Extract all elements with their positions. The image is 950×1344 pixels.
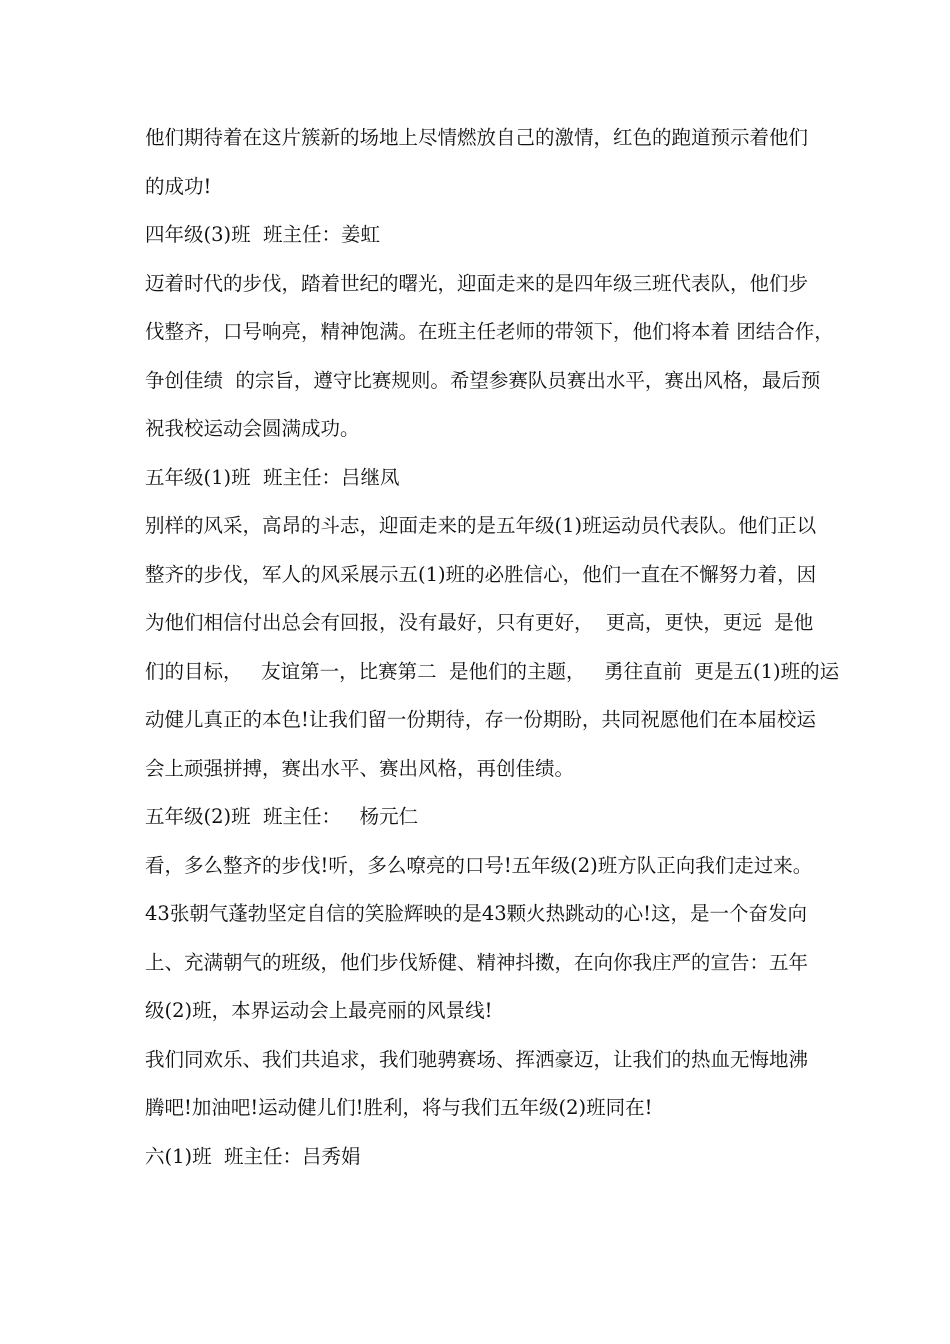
document-body — [145, 118, 840, 1185]
text-line: 43张朝气蓬勃坚定自信的笑脸辉映的是43颗火热跳动的心!这，是一个奋发向 — [145, 902, 807, 925]
class-heading-5-1: 五年级(1)班 班主任：吕继凤 — [145, 465, 400, 489]
text-line: 上、充满朝气的班级，他们步伐矫健、精神抖擞，在向你我庄严的宣告：五年 — [145, 950, 809, 974]
text-line: 他们期待着在这片簇新的场地上尽情燃放自己的激情，红色的跑道预示着他们 — [145, 126, 809, 149]
text-line: 伐整齐，口号响亮，精神饱满。在班主任老师的带领下，他们将本着 团结合作， — [145, 320, 834, 343]
text-line: 我们同欢乐、我们共追求，我们驰骋赛场、挥洒豪迈，让我们的热血无悔地沸 — [145, 1047, 809, 1071]
class-heading-6-1: 六(1)班 班主任：吕秀娟 — [145, 1144, 361, 1168]
class-heading-4-3: 四年级(3)班 班主任：姜虹 — [145, 223, 381, 246]
text-line: 为他们相信付出总会有回报，没有最好，只有更好， 更高，更快，更远 是他 — [145, 611, 814, 634]
text-line: 级(2)班，本界运动会上最亮丽的风景线! — [145, 999, 493, 1022]
class-heading-5-2: 五年级(2)班 班主任： 杨元仁 — [145, 805, 419, 828]
text-line: 迈着时代的步伐，踏着世纪的曙光，迎面走来的是四年级三班代表队，他们步 — [145, 271, 809, 295]
text-line: 的成功! — [145, 174, 212, 198]
text-line: 腾吧!加油吧!运动健儿们!胜利，将与我们五年级(2)班同在! — [145, 1096, 653, 1119]
text-line: 整齐的步伐，军人的风采展示五(1)班的必胜信心，他们一直在不懈努力着，因 — [145, 562, 817, 586]
text-line: 们的目标， 友谊第一，比赛第二 是他们的主题， 勇往直前 更是五(1)班的运 — [145, 659, 840, 683]
text-line: 祝我校运动会圆满成功。 — [145, 417, 360, 440]
text-line: 别样的风采，高昂的斗志，迎面走来的是五年级(1)班运动员代表队。他们正以 — [145, 514, 817, 537]
text-line: 会上顽强拼搏，赛出水平、赛出风格，再创佳绩。 — [145, 756, 575, 780]
text-line: 动健儿真正的本色!让我们留一份期待，存一份期盼，共同祝愿他们在本届校运 — [145, 708, 816, 731]
text-line: 争创佳绩 的宗旨，遵守比赛规则。希望参赛队员赛出水平，赛出风格，最后预 — [145, 368, 821, 392]
text-line: 看，多么整齐的步伐!听，多么嘹亮的口号!五年级(2)班方队正向我们走过来。 — [145, 853, 813, 877]
